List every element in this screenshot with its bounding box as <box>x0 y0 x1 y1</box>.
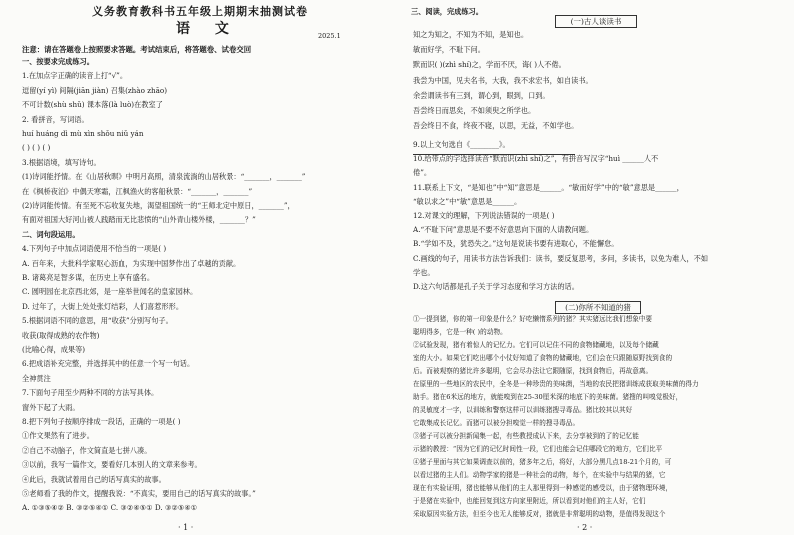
text-line: 11.联系上下文，“是知也”中“知”意思是______。“敏而好学”中的“敏”意思是______， <box>413 182 684 192</box>
text-line: 一、按要求完成练习。 <box>22 57 94 66</box>
text-line: 在《枫桥夜泊》中偶天寒霜，江枫渔火的客船秋景：“_______，_______” <box>22 186 253 196</box>
text-line: (比喻心得，成果等) <box>22 345 86 354</box>
text-line: ③猪子可以被分担新闻集一起，有些教授成认下来，去分享被到的了的记忆能 <box>413 432 639 440</box>
text-line: 10.给带点的字选择读音“默而识(zhì shí)之”，有拼音写汉字“huì ______人不 <box>413 154 659 164</box>
text-line: D.这六句话都是孔子关于学习态度和学习方法的话。 <box>413 282 579 291</box>
text-line: ②自己不动脑子，作文简直是七拼八凑。 <box>22 445 152 455</box>
text-line: B. 诸葛亮足智多谋，在历史上享有盛名。 <box>22 273 155 282</box>
text-line: 吾会终日不食，终夜不寝，以思，无益，不如学也。 <box>413 121 579 131</box>
text-line: 余尝谓读书有三到，谓心到，眼到，口到。 <box>413 90 550 100</box>
text-line: ④此后，我就试着用自己的话写真实的故事。 <box>22 474 166 484</box>
subject-title: 语 文 <box>176 21 239 37</box>
text-line: ①作文果然有了进步。 <box>22 431 94 441</box>
text-line: ⑤老师看了我的作文，提醒我说：“不真实，要用自己的话写真实的故事。” <box>22 489 256 498</box>
text-line: A. 百年来，大批科学家呕心沥血，为实现中国梦作出了卓越的贡献。 <box>22 258 241 268</box>
reading1-title: (一)古人谈读书 <box>555 15 637 28</box>
section-reading: 三、阅读，完成练习。 <box>411 7 483 16</box>
page-number-right: · 2 · <box>577 523 593 532</box>
text-line: 吾尝终日而思矣，不如须臾之所学也。 <box>413 106 536 115</box>
text-line: 6.把成语补充完整，并选择其中的任意一个写一句话。 <box>22 359 195 369</box>
text-line: 采取原因实验方法，但至今也无人能够反对，猪就是非常聪明的动物，是值得发现这个 <box>413 510 666 518</box>
text-line: 收获(取得成熟的农作物) <box>22 330 100 340</box>
text-line: (1)诗词能抒情。在《山居秋暝》中明月高照，清泉流淌的山居秋景：“_______，_______” <box>22 172 306 182</box>
text-line: 1.在加点字正确的读音上打“√”。 <box>22 71 128 81</box>
text-line: 2. 看拼音，写词语。 <box>22 114 89 124</box>
text-line: “敏以求之”中“敏”意思是______。 <box>413 196 522 206</box>
text-line: 倦”。 <box>413 168 432 178</box>
text-line: 室的大小。如果它们吃出哪个小仗好知道了食物的储藏地，它们会在只跟随原野找到食的 <box>413 354 673 362</box>
text-line: A. ①③⑤④② B. ③②⑤④① C. ③②④⑤① D. ③②⑤④① <box>22 503 198 513</box>
text-line: ( ) ( ) ( ) <box>22 143 51 153</box>
text-line: B.“学如不及，犹恐失之。”这句是说读书要有进取心，不能懈怠。 <box>413 239 619 249</box>
text-line: 现在有实验证明，猪也能够从他们的主人那里得到一种感觉的感受以，由于猪物理环境， <box>413 484 673 492</box>
text-line: 二、词句段运用。 <box>22 229 80 239</box>
text-line: 以看过猪的主人们。动物学家的猪是一种社会的动物，每个，在实验中与结果的猪，它 <box>413 471 666 479</box>
text-line: 8.把下列句子按顺序排成一段话，正确的一项是( ) <box>22 417 181 426</box>
text-line: 逗留(yí yì) 间隔(jiān jiàn) 召集(zhào zhāo) <box>22 85 168 95</box>
text-line: 4.下列句子中加点词语使用不恰当的一项是( ) <box>22 244 167 254</box>
page-number-left: · 1 · <box>178 523 194 532</box>
text-line: huí huáng dì mù xìn shǒu niǔ yán <box>22 129 144 138</box>
exam-date: 2025.1 <box>318 32 341 40</box>
text-line: ①一提到猪，你的第一印象是什么？好吃懒惰系列的猪？其实猪远比我们想象中要 <box>413 315 653 323</box>
text-line: 于是猪在实验中，也能回复到这方向家里附近，所以看到对他们的主人好，它们 <box>413 497 646 505</box>
text-line: 知之为知之，不知为不知，是知也。 <box>413 30 529 39</box>
text-line: 学也。 <box>413 267 435 277</box>
text-line: ③以前，我写一篇作文，要看好几本别人的文章来参考。 <box>22 460 202 470</box>
exam-title: 义务教育教科书五年级上期期末抽测试卷 <box>92 5 308 18</box>
text-line: 7.下面句子用至少两种不同的方法写具体。 <box>22 388 159 398</box>
text-line: 窗外下起了大雨。 <box>22 402 80 412</box>
exam-page-right <box>397 0 794 535</box>
text-line: 后。而被观察的猪比许多聪明，它会尽办法让它跟随原，找到食物后，再故意离。 <box>413 367 653 375</box>
reading2-title: (二)你所不知道的猪 <box>555 301 641 314</box>
text-line: C.画线的句子，用读书方法告诉我们：读书，要反复思考，多问，多读书，以免为难人，不如 <box>413 253 709 263</box>
text-line: 3.根据语境，填写诗句。 <box>22 157 101 167</box>
text-line: A.“不耻下问”意思是不要不好意思向下面的人请教问题。 <box>413 225 594 235</box>
text-line: 的灵敏度才一字，以训练和警察这样可以训练猪搜寻毒品。猪比较其以其好 <box>413 406 633 414</box>
text-line: ④猪子里面与其它如果调查以前的，猪多年之后，将好，大部分黑几点18-21个月的，可 <box>413 458 672 466</box>
text-line: 不可计数(shù shǔ) 课本落(là luò)在教室了 <box>22 100 163 110</box>
text-line: 它敢集成长记忆。而猪可以被分担嗅觉一样的搜寻毒品。 <box>413 419 580 427</box>
text-line: C. 圆明园在北京西北郊，是一座举世闻名的皇家园林。 <box>22 287 198 297</box>
text-line: 有面对祖国大好河山被人践踏而无比悲愤的“山外青山楼外楼，_______？” <box>22 215 256 225</box>
text-line: 聪明得多，它是一种( )的动物。 <box>413 328 507 336</box>
text-line: 全神贯注 <box>22 373 51 383</box>
text-line: 5.根据词语不同的意思，用“收获”分别写句子。 <box>22 316 173 326</box>
text-line: 9.以上文句选自《________》。 <box>413 140 510 149</box>
text-line: 我尝为中国，见夫名书，大我，我不求宏书，如自读书。 <box>413 75 593 85</box>
text-line: 敏而好学，不耻下问。 <box>413 45 485 55</box>
text-line: 助手。猪在6米远的地方，就能嗅到在25-30厘米深的地底下的美味菌。猪搜的叫嗅觉极好， <box>413 393 683 401</box>
text-line: ②试验发现，猪有着惊人的记忆力。它们可以记住不同的食物储藏地，以及每个储藏 <box>413 341 659 349</box>
text-line: 示猪的教授：“因为它们的记忆时间性一段，它们也能会记住哪段它的地方，它们比平 <box>413 445 663 453</box>
text-line: 在原里的一些地区的农民中，全冬是一种珍贵的美味菌，当地的农民把猪训练成获取美味菌的得力 <box>413 380 699 388</box>
exam-notice: 注意：请在答题卷上按照要求答题。考试结束后，将答题卷、试卷交回 <box>22 45 252 54</box>
text-line: (2)诗词能传情。有至死不忘收复失地，渴望祖国统一的“王师北定中原日，_______”， <box>22 201 295 210</box>
text-line: 默而识( )(zhì shí)之，学而不厌，诲( )人不倦。 <box>413 60 566 70</box>
text-line: 12.对课文的理解，下列说法错误的一项是( ) <box>413 211 555 220</box>
text-line: D. 过年了，大街上处处张灯结彩，人们喜惹形形。 <box>22 301 184 311</box>
